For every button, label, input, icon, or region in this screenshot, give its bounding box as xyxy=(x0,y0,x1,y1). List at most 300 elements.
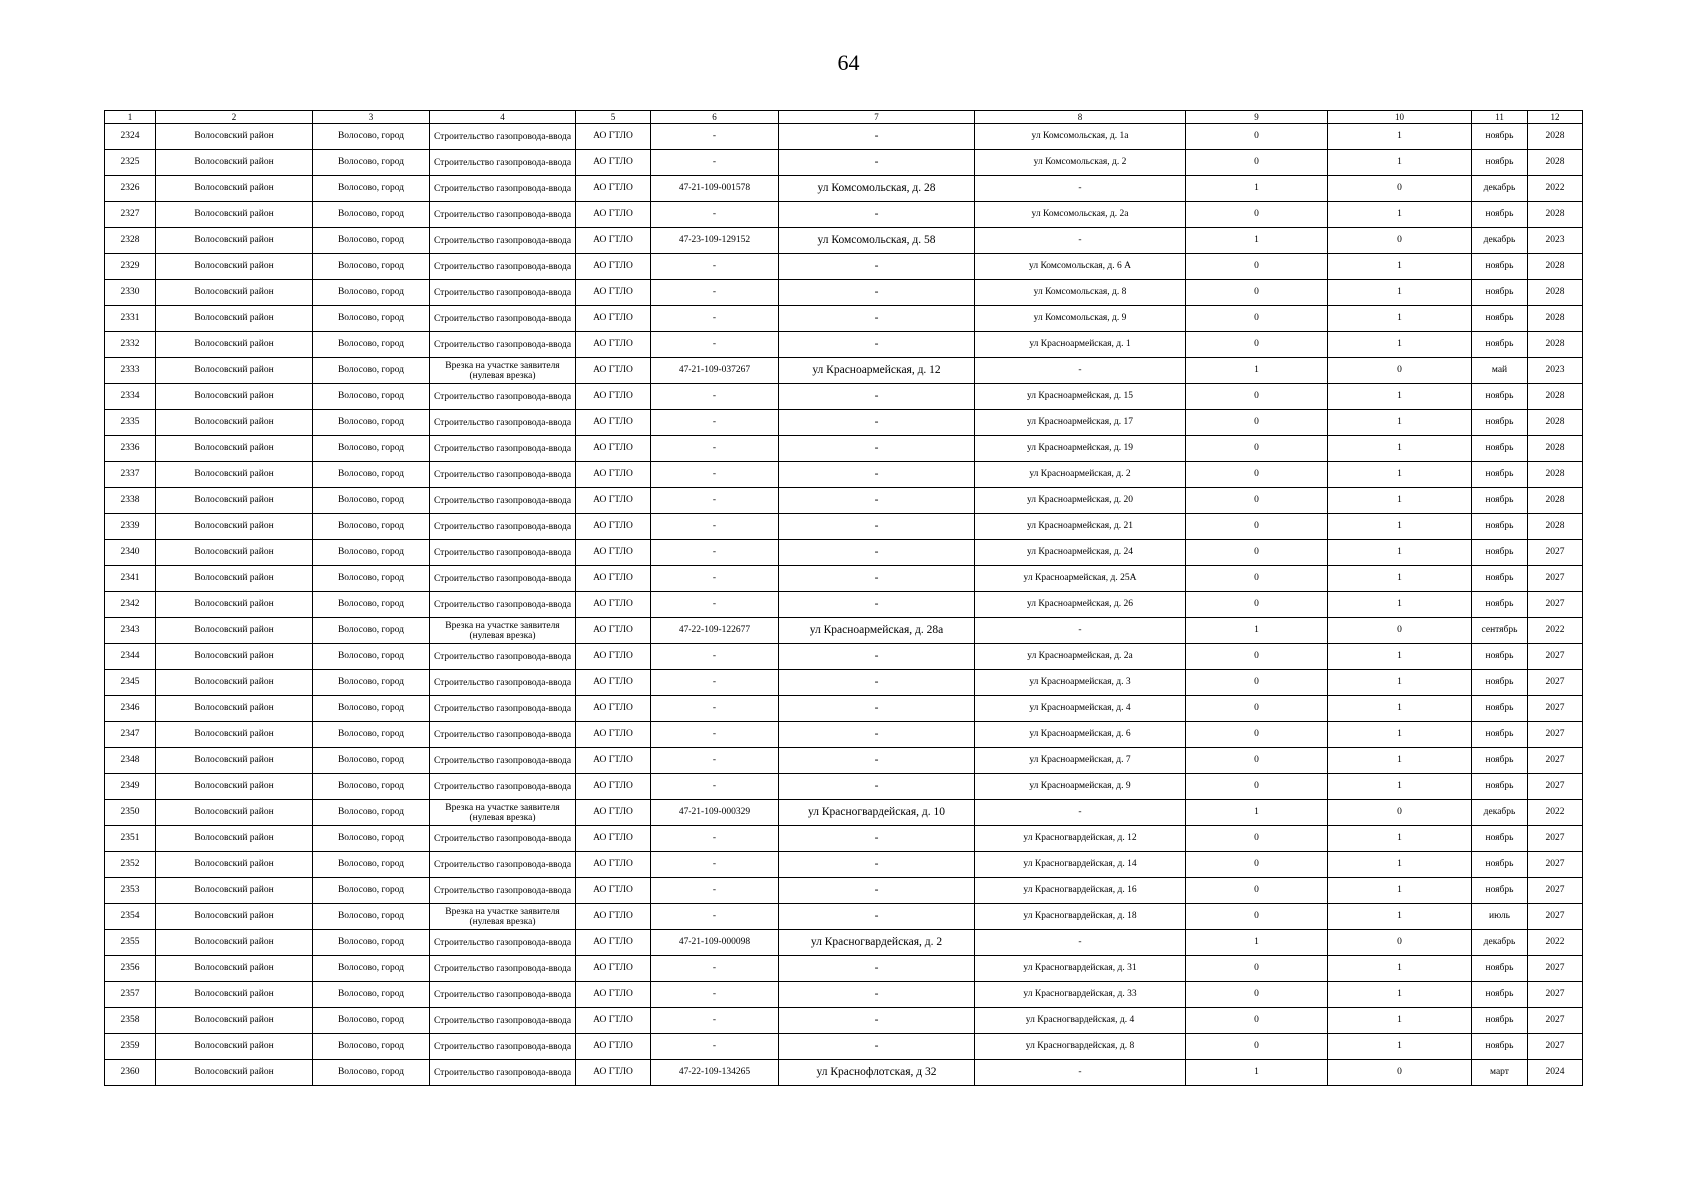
address-cell: - xyxy=(779,566,975,592)
row-number: 2351 xyxy=(105,826,156,852)
year-cell: 2027 xyxy=(1528,670,1583,696)
value-cell-10: 1 xyxy=(1328,384,1472,410)
settlement-cell: Волосово, город xyxy=(313,592,430,618)
work-type-cell: Строительство газопровода-ввода xyxy=(430,774,576,800)
value-cell-10: 0 xyxy=(1328,1060,1472,1086)
address-cell-alt: ул Красногвардейская, д. 16 xyxy=(975,878,1186,904)
work-type-cell: Строительство газопровода-ввода xyxy=(430,982,576,1008)
month-cell: ноябрь xyxy=(1472,982,1528,1008)
address-cell-alt: ул Красноармейская, д. 2а xyxy=(975,644,1186,670)
address-cell-alt: ул Красноармейская, д. 4 xyxy=(975,696,1186,722)
cadastral-number-cell: - xyxy=(651,384,779,410)
row-number: 2346 xyxy=(105,696,156,722)
district-cell: Волосовский район xyxy=(156,488,313,514)
month-cell: ноябрь xyxy=(1472,878,1528,904)
address-cell: - xyxy=(779,332,975,358)
address-cell: - xyxy=(779,488,975,514)
work-type-cell: Строительство газопровода-ввода xyxy=(430,150,576,176)
address-cell-alt: ул Комсомольская, д. 6 А xyxy=(975,254,1186,280)
value-cell-9: 0 xyxy=(1186,410,1328,436)
value-cell-10: 1 xyxy=(1328,670,1472,696)
work-type-cell: Строительство газопровода-ввода xyxy=(430,1008,576,1034)
value-cell-10: 1 xyxy=(1328,878,1472,904)
settlement-cell: Волосово, город xyxy=(313,748,430,774)
table-row xyxy=(105,774,1583,800)
column-number: 1 xyxy=(105,111,156,124)
value-cell-9: 0 xyxy=(1186,1008,1328,1034)
month-cell: ноябрь xyxy=(1472,280,1528,306)
cadastral-number-cell: - xyxy=(651,462,779,488)
district-cell: Волосовский район xyxy=(156,748,313,774)
table-row xyxy=(105,280,1583,306)
organization-cell: АО ГТЛО xyxy=(576,332,651,358)
organization-cell: АО ГТЛО xyxy=(576,722,651,748)
settlement-cell: Волосово, город xyxy=(313,410,430,436)
settlement-cell: Волосово, город xyxy=(313,514,430,540)
organization-cell: АО ГТЛО xyxy=(576,462,651,488)
district-cell: Волосовский район xyxy=(156,618,313,644)
row-number: 2347 xyxy=(105,722,156,748)
address-cell-alt: - xyxy=(975,228,1186,254)
address-cell: ул Комсомольская, д. 58 xyxy=(779,228,975,254)
table-row xyxy=(105,228,1583,254)
value-cell-10: 0 xyxy=(1328,930,1472,956)
organization-cell: АО ГТЛО xyxy=(576,124,651,150)
settlement-cell: Волосово, город xyxy=(313,982,430,1008)
year-cell: 2027 xyxy=(1528,748,1583,774)
value-cell-10: 1 xyxy=(1328,410,1472,436)
value-cell-10: 1 xyxy=(1328,696,1472,722)
organization-cell: АО ГТЛО xyxy=(576,280,651,306)
month-cell: май xyxy=(1472,358,1528,384)
district-cell: Волосовский район xyxy=(156,150,313,176)
work-type-cell: Строительство газопровода-ввода xyxy=(430,748,576,774)
value-cell-9: 1 xyxy=(1186,930,1328,956)
address-cell-alt: ул Красноармейская, д. 26 xyxy=(975,592,1186,618)
cadastral-number-cell: - xyxy=(651,696,779,722)
address-cell: - xyxy=(779,514,975,540)
address-cell: - xyxy=(779,592,975,618)
district-cell: Волосовский район xyxy=(156,1034,313,1060)
settlement-cell: Волосово, город xyxy=(313,1008,430,1034)
address-cell-alt: ул Комсомольская, д. 2 xyxy=(975,150,1186,176)
district-cell: Волосовский район xyxy=(156,774,313,800)
district-cell: Волосовский район xyxy=(156,514,313,540)
year-cell: 2028 xyxy=(1528,306,1583,332)
work-type-cell: Строительство газопровода-ввода xyxy=(430,280,576,306)
settlement-cell: Волосово, город xyxy=(313,1034,430,1060)
cadastral-number-cell: - xyxy=(651,956,779,982)
organization-cell: АО ГТЛО xyxy=(576,956,651,982)
address-cell: - xyxy=(779,722,975,748)
address-cell-alt: ул Красногвардейская, д. 8 xyxy=(975,1034,1186,1060)
year-cell: 2027 xyxy=(1528,956,1583,982)
month-cell: ноябрь xyxy=(1472,774,1528,800)
value-cell-9: 0 xyxy=(1186,462,1328,488)
cadastral-number-cell: - xyxy=(651,722,779,748)
organization-cell: АО ГТЛО xyxy=(576,254,651,280)
work-type-cell: Врезка на участке заявителя (нулевая врезка) xyxy=(430,358,576,384)
value-cell-10: 1 xyxy=(1328,982,1472,1008)
work-type-cell: Строительство газопровода-ввода xyxy=(430,410,576,436)
organization-cell: АО ГТЛО xyxy=(576,150,651,176)
row-number: 2326 xyxy=(105,176,156,202)
work-type-cell: Строительство газопровода-ввода xyxy=(430,176,576,202)
table-row xyxy=(105,202,1583,228)
value-cell-9: 0 xyxy=(1186,306,1328,332)
row-number: 2349 xyxy=(105,774,156,800)
table-row xyxy=(105,800,1583,826)
settlement-cell: Волосово, город xyxy=(313,904,430,930)
value-cell-9: 0 xyxy=(1186,488,1328,514)
cadastral-number-cell: - xyxy=(651,410,779,436)
district-cell: Волосовский район xyxy=(156,254,313,280)
column-number: 8 xyxy=(975,111,1186,124)
gasification-table xyxy=(104,110,1583,1086)
address-cell-alt: ул Красноармейская, д. 1 xyxy=(975,332,1186,358)
month-cell: ноябрь xyxy=(1472,566,1528,592)
district-cell: Волосовский район xyxy=(156,982,313,1008)
cadastral-number-cell: 47-23-109-129152 xyxy=(651,228,779,254)
row-number: 2345 xyxy=(105,670,156,696)
year-cell: 2028 xyxy=(1528,150,1583,176)
district-cell: Волосовский район xyxy=(156,592,313,618)
column-number: 5 xyxy=(576,111,651,124)
table-row xyxy=(105,306,1583,332)
value-cell-9: 0 xyxy=(1186,826,1328,852)
address-cell-alt: ул Красноармейская, д. 20 xyxy=(975,488,1186,514)
settlement-cell: Волосово, город xyxy=(313,826,430,852)
cadastral-number-cell: - xyxy=(651,280,779,306)
column-number: 9 xyxy=(1186,111,1328,124)
value-cell-10: 1 xyxy=(1328,722,1472,748)
month-cell: ноябрь xyxy=(1472,748,1528,774)
settlement-cell: Волосово, город xyxy=(313,774,430,800)
address-cell-alt: ул Красногвардейская, д. 18 xyxy=(975,904,1186,930)
district-cell: Волосовский район xyxy=(156,306,313,332)
value-cell-9: 0 xyxy=(1186,280,1328,306)
month-cell: ноябрь xyxy=(1472,826,1528,852)
row-number: 2325 xyxy=(105,150,156,176)
year-cell: 2028 xyxy=(1528,514,1583,540)
work-type-cell: Строительство газопровода-ввода xyxy=(430,306,576,332)
address-cell: - xyxy=(779,462,975,488)
year-cell: 2027 xyxy=(1528,696,1583,722)
address-cell: - xyxy=(779,436,975,462)
row-number: 2354 xyxy=(105,904,156,930)
address-cell-alt: ул Комсомольская, д. 2а xyxy=(975,202,1186,228)
month-cell: ноябрь xyxy=(1472,332,1528,358)
address-cell-alt: ул Красноармейская, д. 21 xyxy=(975,514,1186,540)
address-cell: ул Красногвардейская, д. 2 xyxy=(779,930,975,956)
year-cell: 2028 xyxy=(1528,410,1583,436)
row-number: 2358 xyxy=(105,1008,156,1034)
work-type-cell: Врезка на участке заявителя (нулевая врезка) xyxy=(430,904,576,930)
district-cell: Волосовский район xyxy=(156,644,313,670)
work-type-cell: Врезка на участке заявителя (нулевая врезка) xyxy=(430,800,576,826)
work-type-cell: Строительство газопровода-ввода xyxy=(430,722,576,748)
month-cell: ноябрь xyxy=(1472,852,1528,878)
address-cell: ул Комсомольская, д. 28 xyxy=(779,176,975,202)
column-number-row xyxy=(105,111,1583,124)
year-cell: 2022 xyxy=(1528,800,1583,826)
organization-cell: АО ГТЛО xyxy=(576,436,651,462)
settlement-cell: Волосово, город xyxy=(313,150,430,176)
row-number: 2332 xyxy=(105,332,156,358)
settlement-cell: Волосово, город xyxy=(313,800,430,826)
table-row xyxy=(105,384,1583,410)
organization-cell: АО ГТЛО xyxy=(576,748,651,774)
row-number: 2353 xyxy=(105,878,156,904)
table-row xyxy=(105,904,1583,930)
month-cell: ноябрь xyxy=(1472,592,1528,618)
settlement-cell: Волосово, город xyxy=(313,644,430,670)
year-cell: 2022 xyxy=(1528,618,1583,644)
address-cell: - xyxy=(779,306,975,332)
row-number: 2324 xyxy=(105,124,156,150)
settlement-cell: Волосово, город xyxy=(313,722,430,748)
address-cell-alt: ул Красногвардейская, д. 4 xyxy=(975,1008,1186,1034)
value-cell-10: 1 xyxy=(1328,1008,1472,1034)
cadastral-number-cell: - xyxy=(651,774,779,800)
year-cell: 2027 xyxy=(1528,982,1583,1008)
cadastral-number-cell: - xyxy=(651,644,779,670)
year-cell: 2027 xyxy=(1528,904,1583,930)
table-row xyxy=(105,982,1583,1008)
month-cell: ноябрь xyxy=(1472,410,1528,436)
table-row xyxy=(105,514,1583,540)
month-cell: декабрь xyxy=(1472,228,1528,254)
cadastral-number-cell: 47-22-109-122677 xyxy=(651,618,779,644)
value-cell-10: 1 xyxy=(1328,462,1472,488)
row-number: 2340 xyxy=(105,540,156,566)
organization-cell: АО ГТЛО xyxy=(576,1060,651,1086)
value-cell-10: 1 xyxy=(1328,748,1472,774)
value-cell-10: 0 xyxy=(1328,228,1472,254)
work-type-cell: Строительство газопровода-ввода xyxy=(430,592,576,618)
month-cell: ноябрь xyxy=(1472,696,1528,722)
settlement-cell: Волосово, город xyxy=(313,228,430,254)
settlement-cell: Волосово, город xyxy=(313,540,430,566)
table-row xyxy=(105,696,1583,722)
value-cell-10: 1 xyxy=(1328,514,1472,540)
table-row xyxy=(105,956,1583,982)
cadastral-number-cell: - xyxy=(651,124,779,150)
month-cell: декабрь xyxy=(1472,800,1528,826)
table-row xyxy=(105,1008,1583,1034)
value-cell-10: 1 xyxy=(1328,202,1472,228)
organization-cell: АО ГТЛО xyxy=(576,878,651,904)
settlement-cell: Волосово, город xyxy=(313,202,430,228)
value-cell-10: 0 xyxy=(1328,358,1472,384)
table-row xyxy=(105,176,1583,202)
month-cell: март xyxy=(1472,1060,1528,1086)
value-cell-10: 0 xyxy=(1328,800,1472,826)
row-number: 2336 xyxy=(105,436,156,462)
year-cell: 2028 xyxy=(1528,124,1583,150)
value-cell-10: 1 xyxy=(1328,956,1472,982)
address-cell-alt: ул Красноармейская, д. 3 xyxy=(975,670,1186,696)
table-row xyxy=(105,410,1583,436)
cadastral-number-cell: - xyxy=(651,306,779,332)
value-cell-9: 0 xyxy=(1186,696,1328,722)
settlement-cell: Волосово, город xyxy=(313,488,430,514)
table-row xyxy=(105,358,1583,384)
cadastral-number-cell: 47-21-109-001578 xyxy=(651,176,779,202)
settlement-cell: Волосово, город xyxy=(313,280,430,306)
organization-cell: АО ГТЛО xyxy=(576,826,651,852)
cadastral-number-cell: - xyxy=(651,1008,779,1034)
organization-cell: АО ГТЛО xyxy=(576,1034,651,1060)
row-number: 2350 xyxy=(105,800,156,826)
year-cell: 2027 xyxy=(1528,566,1583,592)
value-cell-10: 1 xyxy=(1328,1034,1472,1060)
month-cell: ноябрь xyxy=(1472,540,1528,566)
cadastral-number-cell: - xyxy=(651,332,779,358)
settlement-cell: Волосово, город xyxy=(313,696,430,722)
settlement-cell: Волосово, город xyxy=(313,254,430,280)
district-cell: Волосовский район xyxy=(156,176,313,202)
month-cell: ноябрь xyxy=(1472,462,1528,488)
organization-cell: АО ГТЛО xyxy=(576,644,651,670)
address-cell: - xyxy=(779,1034,975,1060)
month-cell: декабрь xyxy=(1472,930,1528,956)
district-cell: Волосовский район xyxy=(156,1060,313,1086)
organization-cell: АО ГТЛО xyxy=(576,774,651,800)
page-number: 64 xyxy=(837,50,860,75)
value-cell-9: 1 xyxy=(1186,618,1328,644)
district-cell: Волосовский район xyxy=(156,462,313,488)
organization-cell: АО ГТЛО xyxy=(576,566,651,592)
address-cell: - xyxy=(779,774,975,800)
cadastral-number-cell: 47-21-109-000329 xyxy=(651,800,779,826)
year-cell: 2027 xyxy=(1528,826,1583,852)
year-cell: 2028 xyxy=(1528,384,1583,410)
value-cell-9: 0 xyxy=(1186,254,1328,280)
settlement-cell: Волосово, город xyxy=(313,566,430,592)
row-number: 2342 xyxy=(105,592,156,618)
table-row xyxy=(105,436,1583,462)
work-type-cell: Строительство газопровода-ввода xyxy=(430,956,576,982)
year-cell: 2027 xyxy=(1528,1034,1583,1060)
organization-cell: АО ГТЛО xyxy=(576,670,651,696)
value-cell-9: 0 xyxy=(1186,878,1328,904)
work-type-cell: Строительство газопровода-ввода xyxy=(430,644,576,670)
address-cell: - xyxy=(779,748,975,774)
address-cell: - xyxy=(779,956,975,982)
value-cell-9: 0 xyxy=(1186,436,1328,462)
work-type-cell: Строительство газопровода-ввода xyxy=(430,826,576,852)
cadastral-number-cell: - xyxy=(651,202,779,228)
table-row xyxy=(105,254,1583,280)
address-cell: - xyxy=(779,826,975,852)
settlement-cell: Волосово, город xyxy=(313,1060,430,1086)
work-type-cell: Строительство газопровода-ввода xyxy=(430,254,576,280)
organization-cell: АО ГТЛО xyxy=(576,384,651,410)
value-cell-9: 0 xyxy=(1186,670,1328,696)
table-row xyxy=(105,124,1583,150)
work-type-cell: Строительство газопровода-ввода xyxy=(430,696,576,722)
value-cell-9: 0 xyxy=(1186,566,1328,592)
table-row xyxy=(105,878,1583,904)
work-type-cell: Строительство газопровода-ввода xyxy=(430,566,576,592)
cadastral-number-cell: - xyxy=(651,852,779,878)
column-number: 4 xyxy=(430,111,576,124)
table-row xyxy=(105,748,1583,774)
settlement-cell: Волосово, город xyxy=(313,956,430,982)
address-cell-alt: ул Красногвардейская, д. 33 xyxy=(975,982,1186,1008)
district-cell: Волосовский район xyxy=(156,228,313,254)
settlement-cell: Волосово, город xyxy=(313,878,430,904)
settlement-cell: Волосово, город xyxy=(313,462,430,488)
year-cell: 2023 xyxy=(1528,228,1583,254)
cadastral-number-cell: - xyxy=(651,826,779,852)
address-cell-alt: ул Красноармейская, д. 9 xyxy=(975,774,1186,800)
value-cell-10: 1 xyxy=(1328,826,1472,852)
column-number: 12 xyxy=(1528,111,1583,124)
row-number: 2348 xyxy=(105,748,156,774)
value-cell-9: 0 xyxy=(1186,540,1328,566)
table-row xyxy=(105,462,1583,488)
year-cell: 2028 xyxy=(1528,202,1583,228)
address-cell-alt: - xyxy=(975,618,1186,644)
address-cell-alt: ул Красноармейская, д. 6 xyxy=(975,722,1186,748)
value-cell-9: 0 xyxy=(1186,904,1328,930)
year-cell: 2024 xyxy=(1528,1060,1583,1086)
settlement-cell: Волосово, город xyxy=(313,124,430,150)
work-type-cell: Строительство газопровода-ввода xyxy=(430,852,576,878)
table-row xyxy=(105,826,1583,852)
address-cell-alt: ул Красногвардейская, д. 14 xyxy=(975,852,1186,878)
address-cell: - xyxy=(779,254,975,280)
work-type-cell: Строительство газопровода-ввода xyxy=(430,332,576,358)
district-cell: Волосовский район xyxy=(156,540,313,566)
row-number: 2359 xyxy=(105,1034,156,1060)
district-cell: Волосовский район xyxy=(156,800,313,826)
district-cell: Волосовский район xyxy=(156,202,313,228)
month-cell: ноябрь xyxy=(1472,514,1528,540)
organization-cell: АО ГТЛО xyxy=(576,410,651,436)
table-row xyxy=(105,540,1583,566)
cadastral-number-cell: - xyxy=(651,670,779,696)
cadastral-number-cell: - xyxy=(651,566,779,592)
work-type-cell: Строительство газопровода-ввода xyxy=(430,514,576,540)
address-cell-alt: ул Красногвардейская, д. 31 xyxy=(975,956,1186,982)
row-number: 2333 xyxy=(105,358,156,384)
district-cell: Волосовский район xyxy=(156,670,313,696)
cadastral-number-cell: - xyxy=(651,488,779,514)
column-number: 6 xyxy=(651,111,779,124)
year-cell: 2022 xyxy=(1528,930,1583,956)
value-cell-9: 0 xyxy=(1186,722,1328,748)
cadastral-number-cell: 47-22-109-134265 xyxy=(651,1060,779,1086)
organization-cell: АО ГТЛО xyxy=(576,228,651,254)
value-cell-9: 0 xyxy=(1186,774,1328,800)
row-number: 2352 xyxy=(105,852,156,878)
table-row xyxy=(105,722,1583,748)
organization-cell: АО ГТЛО xyxy=(576,618,651,644)
district-cell: Волосовский район xyxy=(156,566,313,592)
row-number: 2341 xyxy=(105,566,156,592)
row-number: 2343 xyxy=(105,618,156,644)
address-cell: - xyxy=(779,904,975,930)
table-row xyxy=(105,592,1583,618)
address-cell: - xyxy=(779,202,975,228)
district-cell: Волосовский район xyxy=(156,904,313,930)
organization-cell: АО ГТЛО xyxy=(576,306,651,332)
month-cell: ноябрь xyxy=(1472,124,1528,150)
value-cell-9: 0 xyxy=(1186,1034,1328,1060)
